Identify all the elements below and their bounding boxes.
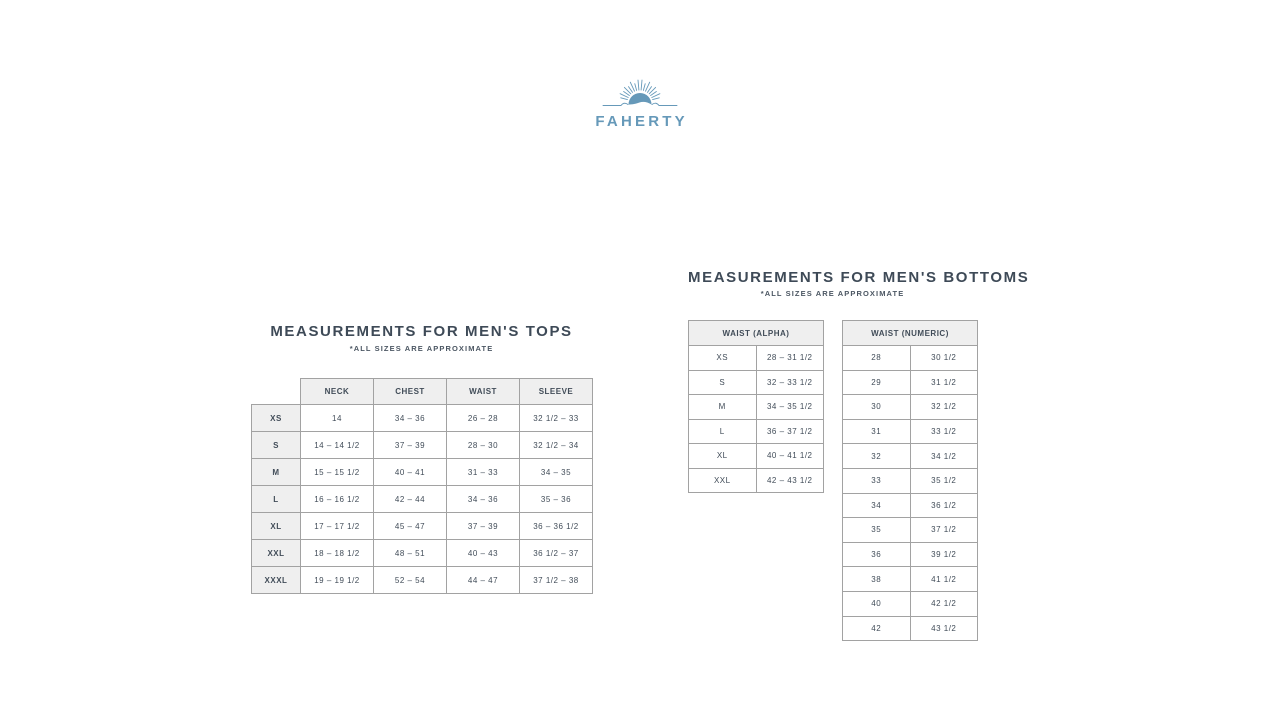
measurement-cell: 37 1/2 xyxy=(910,518,978,543)
table-row xyxy=(689,444,824,469)
faherty-logo xyxy=(590,70,690,130)
brand-wordmark: FAHERTY xyxy=(595,113,688,130)
measurement-cell: 32 1/2 xyxy=(910,395,978,420)
column-header-waist: WAIST xyxy=(447,379,520,405)
size-label-cell: XS xyxy=(689,346,757,371)
sunrise-over-waves-icon xyxy=(590,70,690,112)
size-label-cell: L xyxy=(689,419,757,444)
table-row xyxy=(689,419,824,444)
size-label-cell: 33 xyxy=(843,468,911,493)
measurement-cell: 37 – 39 xyxy=(447,513,520,540)
alpha-table-header: WAIST (ALPHA) xyxy=(689,321,824,346)
size-label-cell: XL xyxy=(689,444,757,469)
size-label-cell: XS xyxy=(252,405,301,432)
measurement-cell: 41 1/2 xyxy=(910,567,978,592)
table-row xyxy=(252,459,593,486)
measurement-cell: 19 – 19 1/2 xyxy=(301,567,374,594)
numeric-table-header: WAIST (NUMERIC) xyxy=(843,321,978,346)
size-label-cell: M xyxy=(689,395,757,420)
table-row xyxy=(843,370,978,395)
measurement-cell: 35 1/2 xyxy=(910,468,978,493)
measurement-cell: 14 xyxy=(301,405,374,432)
table-row xyxy=(843,493,978,518)
measurement-cell: 34 – 36 xyxy=(447,486,520,513)
measurement-cell: 32 1/2 – 33 xyxy=(520,405,593,432)
table-row xyxy=(252,405,593,432)
measurement-cell: 31 – 33 xyxy=(447,459,520,486)
size-label-cell: 35 xyxy=(843,518,911,543)
table-row xyxy=(252,513,593,540)
measurement-cell: 34 – 36 xyxy=(374,405,447,432)
measurement-cell: 36 1/2 – 37 xyxy=(520,540,593,567)
table-row xyxy=(689,370,824,395)
size-label-cell: 28 xyxy=(843,346,911,371)
table-row xyxy=(843,444,978,469)
table-row xyxy=(843,468,978,493)
table-row xyxy=(689,395,824,420)
table-row xyxy=(843,616,978,641)
measurement-cell: 40 – 41 xyxy=(374,459,447,486)
measurement-cell: 30 1/2 xyxy=(910,346,978,371)
size-label-cell: 30 xyxy=(843,395,911,420)
waist-alpha-table xyxy=(688,320,824,493)
measurement-cell: 15 – 15 1/2 xyxy=(301,459,374,486)
measurement-cell: 37 1/2 – 38 xyxy=(520,567,593,594)
size-label-cell: 31 xyxy=(843,419,911,444)
measurement-cell: 28 – 30 xyxy=(447,432,520,459)
table-row xyxy=(252,486,593,513)
measurement-cell: 34 – 35 1/2 xyxy=(756,395,824,420)
size-label-cell: 40 xyxy=(843,591,911,616)
size-label-cell: 29 xyxy=(843,370,911,395)
measurement-cell: 39 1/2 xyxy=(910,542,978,567)
table-row xyxy=(689,346,824,371)
measurement-cell: 26 – 28 xyxy=(447,405,520,432)
measurement-cell: 36 – 36 1/2 xyxy=(520,513,593,540)
table-row xyxy=(843,395,978,420)
size-label-cell: XXL xyxy=(252,540,301,567)
measurement-cell: 40 – 43 xyxy=(447,540,520,567)
measurement-cell: 34 1/2 xyxy=(910,444,978,469)
table-row xyxy=(843,542,978,567)
tops-size-table xyxy=(251,378,593,594)
measurement-cell: 14 – 14 1/2 xyxy=(301,432,374,459)
size-label-cell: 36 xyxy=(843,542,911,567)
measurement-cell: 16 – 16 1/2 xyxy=(301,486,374,513)
measurement-cell: 43 1/2 xyxy=(910,616,978,641)
bottoms-section-title: MEASUREMENTS FOR MEN'S BOTTOMS xyxy=(688,269,1030,286)
table-row xyxy=(843,419,978,444)
waist-numeric-table xyxy=(842,320,978,641)
measurement-cell: 28 – 31 1/2 xyxy=(756,346,824,371)
numeric-header-row xyxy=(843,321,978,346)
measurement-cell: 36 1/2 xyxy=(910,493,978,518)
table-row xyxy=(843,346,978,371)
size-label-cell: M xyxy=(252,459,301,486)
table-row xyxy=(689,468,824,493)
measurement-cell: 42 1/2 xyxy=(910,591,978,616)
table-row xyxy=(252,540,593,567)
table-row xyxy=(252,567,593,594)
tops-section-title: MEASUREMENTS FOR MEN'S TOPS xyxy=(270,323,573,340)
measurement-cell: 32 – 33 1/2 xyxy=(756,370,824,395)
table-row xyxy=(843,518,978,543)
measurement-cell: 40 – 41 1/2 xyxy=(756,444,824,469)
corner-cell xyxy=(252,379,301,405)
size-label-cell: 32 xyxy=(843,444,911,469)
tops-header-row xyxy=(252,379,593,405)
size-label-cell: S xyxy=(689,370,757,395)
measurement-cell: 42 – 43 1/2 xyxy=(756,468,824,493)
column-header-neck: NECK xyxy=(301,379,374,405)
table-row xyxy=(843,591,978,616)
measurement-cell: 45 – 47 xyxy=(374,513,447,540)
measurement-cell: 36 – 37 1/2 xyxy=(756,419,824,444)
measurement-cell: 17 – 17 1/2 xyxy=(301,513,374,540)
size-label-cell: S xyxy=(252,432,301,459)
measurement-cell: 33 1/2 xyxy=(910,419,978,444)
measurement-cell: 42 – 44 xyxy=(374,486,447,513)
size-label-cell: 42 xyxy=(843,616,911,641)
measurement-cell: 48 – 51 xyxy=(374,540,447,567)
measurement-cell: 18 – 18 1/2 xyxy=(301,540,374,567)
size-label-cell: L xyxy=(252,486,301,513)
measurement-cell: 35 – 36 xyxy=(520,486,593,513)
measurement-cell: 52 – 54 xyxy=(374,567,447,594)
measurement-cell: 32 1/2 – 34 xyxy=(520,432,593,459)
table-row xyxy=(843,567,978,592)
size-label-cell: XL xyxy=(252,513,301,540)
size-label-cell: 38 xyxy=(843,567,911,592)
size-label-cell: XXXL xyxy=(252,567,301,594)
measurement-cell: 34 – 35 xyxy=(520,459,593,486)
size-label-cell: 34 xyxy=(843,493,911,518)
column-header-chest: CHEST xyxy=(374,379,447,405)
size-label-cell: XXL xyxy=(689,468,757,493)
measurement-cell: 37 – 39 xyxy=(374,432,447,459)
column-header-sleeve: SLEEVE xyxy=(520,379,593,405)
measurement-cell: 31 1/2 xyxy=(910,370,978,395)
table-row xyxy=(252,432,593,459)
measurement-cell: 44 – 47 xyxy=(447,567,520,594)
bottoms-section-subtitle: *ALL SIZES ARE APPROXIMATE xyxy=(760,289,905,298)
alpha-header-row xyxy=(689,321,824,346)
tops-section-subtitle: *ALL SIZES ARE APPROXIMATE xyxy=(349,344,494,353)
